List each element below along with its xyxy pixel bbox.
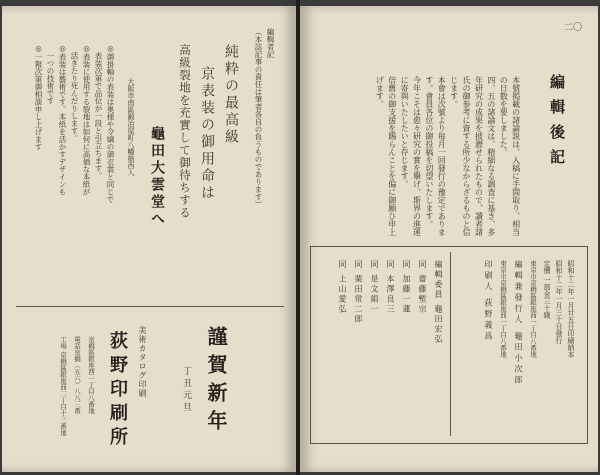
member-7: 同 上山愛弘 (338, 260, 347, 315)
note-3b: 一つの技術です (46, 52, 55, 105)
printer-address: 京橋區銀座西一丁目八番地 (87, 336, 95, 414)
member-4: 同 本澤良三 (386, 260, 395, 315)
ad-headline-3: 高級裂地を充實して御待ちする (178, 44, 192, 219)
note-2: ◎表装に使用する裂地は如何に高価な本紙が (82, 44, 91, 196)
afterword-paragraph-4: 今年こそは愈々研究の實を擧げ、斯界の進運に寄與いたしたいと存じます。 (400, 76, 422, 236)
member-1: 編輯委員 龜田宏弘 (434, 260, 443, 345)
printer-phone: 電話京橋（五六）八八三番 (73, 336, 81, 414)
ad-divider (16, 306, 284, 307)
notice-line: （本誌記事の責任は筆者各自の負うものであります） (254, 28, 263, 208)
colophon-printer: 印刷人 荻野義爲 (484, 260, 493, 343)
notice-line-2: 編輯者記 (266, 28, 275, 58)
afterword-paragraph-3: 本會は次號より毎月一回發行の豫定であります。會員各位の御投稿を切望いたします。 (424, 76, 447, 236)
printer-name: 荻野印刷所 (107, 331, 128, 451)
note-2b: 活きたり死んだりします。 (70, 52, 79, 142)
colophon-line-2: 昭和十二年一月三十日發行 (555, 260, 563, 344)
note-1: ◎御掛軸の表装は奥様や令嬢の御衣裳と同じで (106, 44, 115, 203)
afterword-paragraph-2: 四、五の諸論文は、精細なる調査に基き、多年研究の成果を披瀝せられたもので、讀者諸氏の御参考に資する所少なからざるものと信じます。 (449, 76, 496, 236)
new-year-greeting: 謹賀新年 (204, 326, 228, 438)
colophon-editor-address: 東京市京橋區銀座西一丁目八番地 (529, 260, 537, 358)
shop-address: 大阪市南區鍛冶屋町八幡筋西入 (127, 78, 135, 176)
left-page (2, 6, 296, 472)
colophon-price: 定價 一部金三十錢 (543, 260, 551, 319)
member-2: 同 齋藤塹宗 (418, 260, 427, 315)
printer-tagline: 美術カタログ印刷 (138, 326, 147, 398)
note-4: ◎一報次第御相談申し上げます (34, 44, 43, 151)
afterword-body (373, 76, 534, 236)
printer-factory: 工場 京橋區銀座西二丁目十三番地 (59, 336, 67, 436)
note-3: ◎表装は藝術です。本紙を活かすデザインも (58, 44, 67, 196)
right-page (300, 6, 598, 472)
colophon-printer-address: 東京市京橋區銀座西一丁目八番地 (499, 260, 507, 358)
afterword-paragraph-1: 本號掲載の諸論説は、入稿に手間取り、相当の日数を要しました。 (499, 76, 521, 236)
colophon-editor: 編輯兼發行人 龜田小次郎 (514, 260, 523, 387)
member-6: 同 栗田常二郎 (354, 260, 363, 325)
afterword-title: 編輯後記 (548, 74, 566, 174)
member-3: 同 加藤一蓮 (402, 260, 411, 315)
shop-name: 龜田大雲堂へ (149, 126, 165, 228)
member-5: 同 是文絹一 (370, 260, 379, 315)
colophon-divider (450, 252, 451, 436)
greeting-date: 丁丑元旦 (181, 366, 191, 414)
ad-headline: 純粋の最高級 (223, 44, 239, 146)
ad-headline-2: 京表装の御用命は (199, 66, 215, 202)
colophon-line-1: 昭和十二年一月廿五日印刷納本 (567, 260, 575, 358)
afterword-paragraph-5: 倍舊の御支援を賜らんことを偏に御願ひ申上げます。 (375, 76, 397, 236)
note-1b: 表装次第で品位が一段と引立ちます。 (94, 52, 103, 180)
page-number: 二〇 (563, 23, 582, 33)
